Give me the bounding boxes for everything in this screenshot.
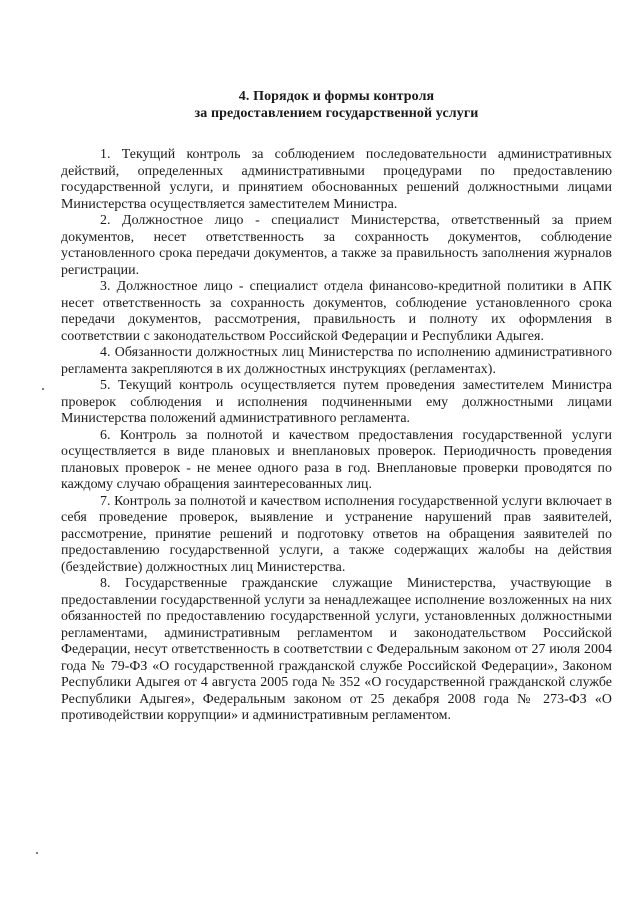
- paragraph-5: 5. Текущий контроль осуществляется путем проведения заместителем Министра проверок соблюдения и исполнения подчиненными ему должностными лицами Министерства положений административного регламента.: [61, 378, 612, 426]
- paragraph-2: 2. Должностное лицо - специалист Министерства, ответственный за прием документов, несет ответственность за сохранность документов, соблюдение установленного срока передачи документов, а также за правильность заполнения журналов регистрации.: [61, 213, 612, 278]
- paragraph-7: 7. Контроль за полнотой и качеством исполнения государственной услуги включает в себя проведение проверок, выявление и устранение нарушений прав заявителей, рассмотрение, принятие решений и подготовку ответов на обращения заявителей по предоставлению государственной услуги, а также содержащих жалобы на действия (бездействие) должностных лиц Министерства.: [61, 493, 612, 575]
- section-title-line-1: 4. Порядок и формы контроля: [238, 89, 435, 104]
- paragraph-3: 3. Должностное лицо - специалист отдела финансово-кредитной политики в АПК несет ответственность за сохранность документов, соблюдение установленного срока передачи документов, рассмотрения, правильность и полноту их оформления в соответствии с законодательством Российской Федерации и Республики Адыгея.: [61, 279, 612, 344]
- section-title-line-2: за предоставлением государственной услуги: [194, 106, 479, 121]
- paragraph-8: 8. Государственные гражданские служащие Министерства, участвующие в предоставлении государственной услуги за ненадлежащее исполнение возложенных на них обязанностей по предоставлению государственной услуги, установленных должностными регламентами, административным регламентом и законодательством Российской Федерации, несут ответственность в соответствии с Федеральным законом от 27 июля 2004 года № 79-ФЗ «О государственной гражданской службе Российской Федерации», Законом Республики Адыгея от 4 августа 2005 года № 352 «О государственной гражданской службе Республики Адыгея», Федеральным законом от 25 декабря 2008 года № 273-ФЗ «О противодействии коррупции» и административным регламентом.: [61, 576, 612, 723]
- paragraph-6: 6. Контроль за полнотой и качеством предоставления государственной услуги осуществляется в виде плановых и внеплановых проверок. Периодичность проведения плановых проверок - не менее одного раза в год. Внеплановые проверки проводятся по каждому случаю обращения заинтересованных лиц.: [61, 427, 612, 492]
- scan-speck: [42, 388, 44, 390]
- paragraph-1: 1. Текущий контроль за соблюдением последовательности административных действий, определенных административными процедурами по предоставлению государственной услуги, и принятием обоснованных решений должностными лицами Министерства осуществляется заместителем Министра.: [61, 147, 612, 212]
- scan-speck: [36, 852, 38, 854]
- paragraph-4: 4. Обязанности должностных лиц Министерства по исполнению административного регламента закрепляются в их должностных инструкциях (регламентах).: [61, 345, 612, 377]
- section-title: [61, 88, 612, 122]
